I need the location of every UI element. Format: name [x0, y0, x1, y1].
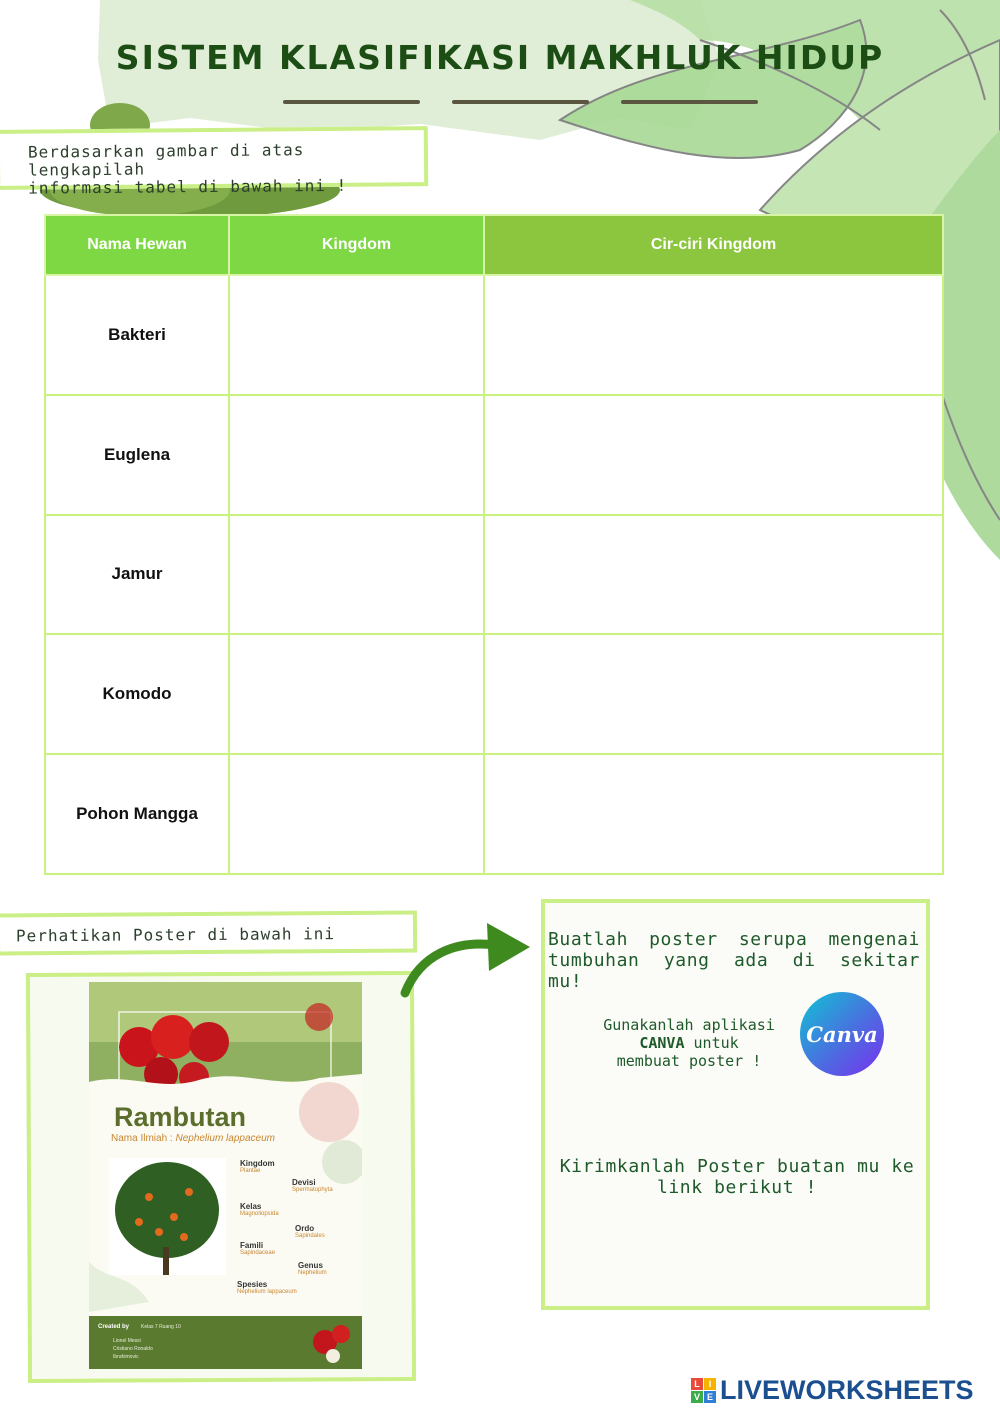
table-row: [45, 275, 943, 395]
badge-letter: L: [691, 1378, 703, 1390]
animal-name: Pohon Mangga: [45, 754, 229, 874]
taxon-rank: Kelas: [240, 1202, 262, 1211]
rambutan-poster: [89, 982, 362, 1369]
task-line: Buatlah poster serupa mengenai: [548, 929, 920, 950]
taxon-value: Sapindales: [295, 1233, 325, 1239]
page-title: SISTEM KLASIFIKASI MAKHLUK HIDUP: [115, 38, 885, 77]
animal-name: Bakteri: [45, 275, 229, 395]
taxon-rank: Devisi: [292, 1178, 316, 1187]
app-line: membuat poster !: [616, 1052, 762, 1070]
taxon-rank: Spesies: [237, 1280, 268, 1289]
liveworksheets-badge: [691, 1378, 716, 1403]
poster-instruction-text: Perhatikan Poster di bawah ini: [15, 924, 336, 946]
characteristics-answer-cell[interactable]: [484, 754, 943, 874]
instruction-line: informasi tabel di bawah ini !: [28, 175, 348, 198]
liveworksheets-logo: [691, 1374, 974, 1406]
poster-taxon: [240, 1241, 275, 1256]
title-divider: [452, 100, 589, 104]
taxon-value: Spermatophyta: [292, 1187, 333, 1193]
taxon-value: Plantae: [240, 1168, 261, 1174]
characteristics-answer-cell[interactable]: [484, 634, 943, 754]
app-line: Gunakanlah aplikasi: [603, 1016, 775, 1034]
curved-arrow-icon: [395, 915, 535, 1000]
poster-instruction-banner: [0, 911, 417, 956]
poster-taxon: [240, 1159, 275, 1174]
send-line: Kirimkanlah Poster buatan mu ke: [559, 1156, 915, 1177]
animal-name: Euglena: [45, 395, 229, 515]
characteristics-answer-cell[interactable]: [484, 395, 943, 515]
badge-letter: I: [704, 1378, 716, 1390]
badge-letter: V: [691, 1391, 703, 1403]
task-line: mu!: [548, 971, 583, 992]
kingdom-answer-cell[interactable]: [229, 634, 484, 754]
send-line: link berikut !: [656, 1177, 818, 1198]
taxon-value: Magnoliopsida: [240, 1211, 279, 1217]
canva-logo-text: Canva: [806, 1021, 878, 1047]
taxon-rank: Ordo: [295, 1224, 315, 1233]
header-kingdom: Kingdom: [229, 215, 484, 275]
title-divider: [621, 100, 758, 104]
rambutan-tree-photo: [109, 1158, 226, 1275]
table-row: [45, 395, 943, 515]
kingdom-answer-cell[interactable]: [229, 754, 484, 874]
taxon-value: Nephelium: [298, 1270, 327, 1276]
poster-class-label: Kelas 7 Ruang 10: [141, 1324, 181, 1330]
table-row: [45, 634, 943, 754]
task-box: [541, 899, 930, 1310]
canva-logo: [800, 992, 884, 1076]
taxon-value: Nephelium lappaceum: [237, 1289, 297, 1295]
taxon-rank: Genus: [298, 1261, 323, 1270]
classification-table: [44, 214, 944, 875]
poster-taxon: [237, 1280, 297, 1295]
app-post: untuk: [684, 1034, 739, 1052]
kingdom-answer-cell[interactable]: [229, 395, 484, 515]
badge-letter: E: [704, 1391, 716, 1403]
poster-taxon: [298, 1261, 327, 1276]
kingdom-answer-cell[interactable]: [229, 275, 484, 395]
animal-name: Komodo: [45, 634, 229, 754]
title-divider: [283, 100, 420, 104]
taxon-rank: Famili: [240, 1241, 264, 1250]
animal-name: Jamur: [45, 515, 229, 635]
poster-title: Rambutan: [114, 1102, 247, 1132]
instruction-line: Berdasarkan gambar di atas lengkapilah: [27, 140, 305, 180]
liveworksheets-brand: LIVEWORKSHEETS: [720, 1374, 974, 1405]
header-ciri-kingdom: Cir-ciri Kingdom: [484, 215, 943, 275]
credit-item: Lionel Messi: [113, 1338, 141, 1344]
credit-item: Ibrahimovic: [113, 1354, 139, 1360]
poster-taxon: [295, 1224, 325, 1239]
taxon-rank: Kingdom: [240, 1159, 275, 1168]
poster-sci-value: Nephelium lappaceum: [175, 1133, 275, 1144]
instruction-banner: [0, 126, 428, 198]
poster-created-by: Created by: [98, 1324, 130, 1330]
characteristics-answer-cell[interactable]: [484, 515, 943, 635]
app-line: [579, 1034, 799, 1052]
app-name: CANVA: [639, 1034, 685, 1052]
poster-sci-label: Nama Ilmiah :: [111, 1133, 176, 1144]
header-nama-hewan: Nama Hewan: [45, 215, 229, 275]
app-instruction: [579, 1016, 799, 1070]
credit-item: Cristiano Ronaldo: [113, 1346, 153, 1352]
send-instruction: [548, 1156, 926, 1198]
poster-credits: [113, 1337, 153, 1361]
poster-taxon: [292, 1178, 333, 1193]
task-text: [548, 929, 920, 992]
poster-scientific-name: [111, 1133, 275, 1144]
table-header-row: [45, 215, 943, 275]
kingdom-answer-cell[interactable]: [229, 515, 484, 635]
table-row: [45, 754, 943, 874]
task-line: tumbuhan yang ada di sekitar: [548, 950, 920, 971]
poster-artwork: [89, 982, 362, 1369]
table-row: [45, 515, 943, 635]
taxon-value: Sapindaceae: [240, 1250, 276, 1256]
poster-taxon: [240, 1202, 279, 1217]
characteristics-answer-cell[interactable]: [484, 275, 943, 395]
